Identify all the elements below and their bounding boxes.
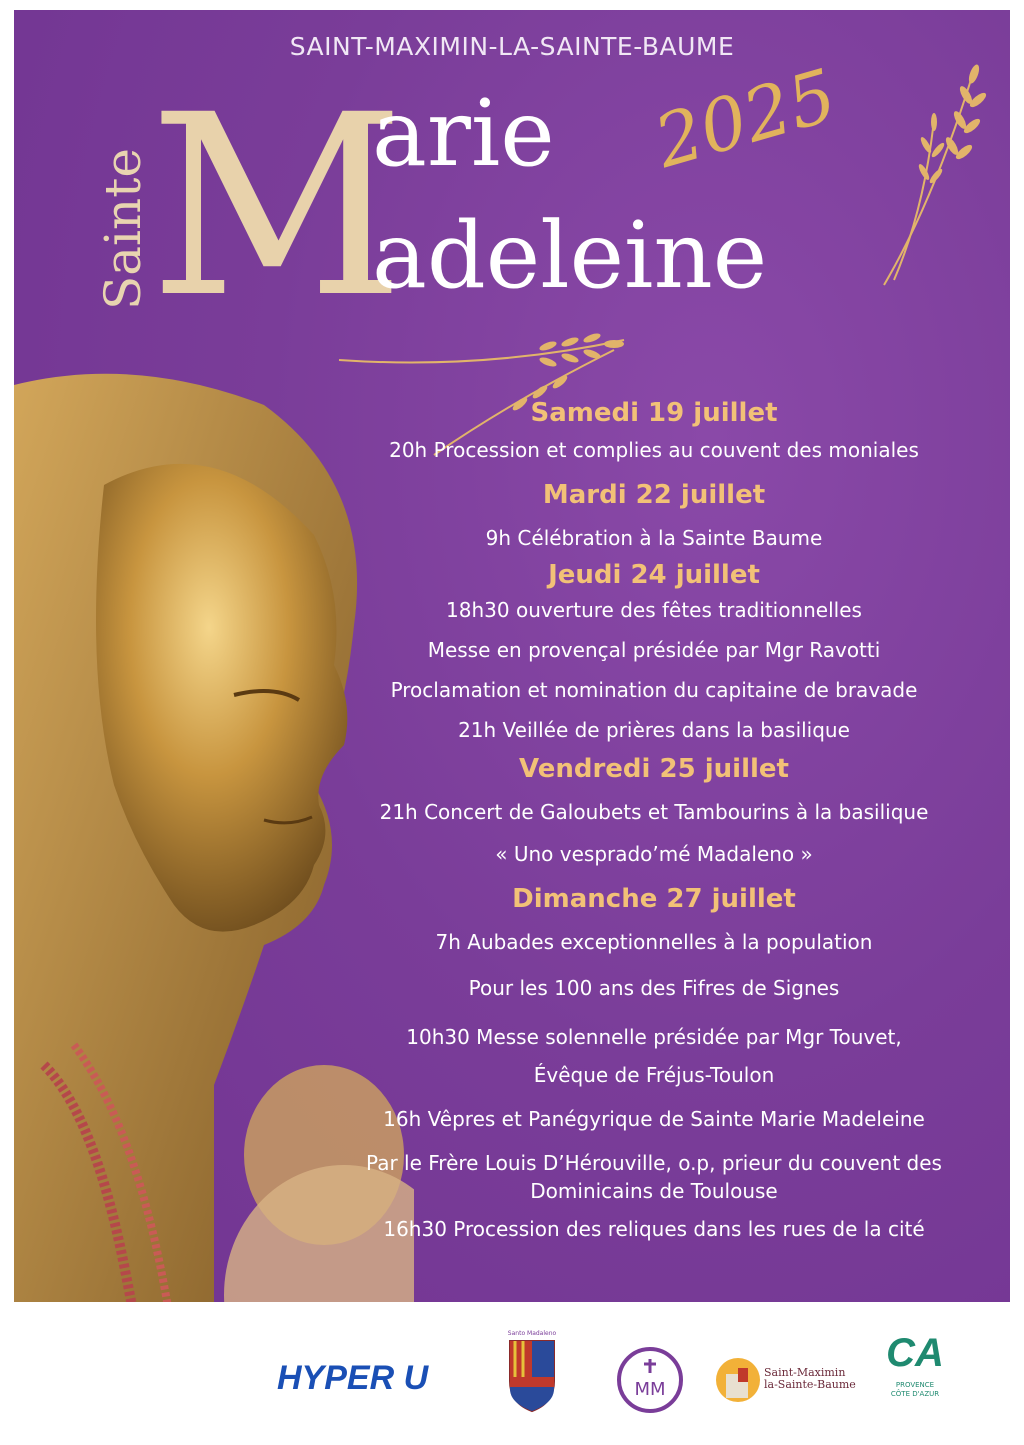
sun-icon <box>708 1350 768 1410</box>
day-heading: Mardi 22 juillet <box>542 480 766 510</box>
event-line: Évêque de Fréjus-Toulon <box>533 1063 775 1087</box>
event-line: 9h Célébration à la Sainte Baume <box>485 526 823 550</box>
poster-background <box>14 10 1010 1432</box>
event-line: « Uno vesprado’mé Madaleno » <box>495 842 813 866</box>
blason-logo: Santo Madaleno <box>507 1330 557 1420</box>
event-line: Dominicains de Toulouse <box>530 1179 778 1203</box>
event-line: 16h Vêpres et Panégyrique de Sainte Marie Madeleine <box>383 1107 925 1131</box>
title-sainte: Sainte <box>94 148 152 310</box>
wheat-icon <box>874 60 1004 290</box>
mm-logo-icon <box>615 1345 685 1415</box>
credit-agricole-logo: CA PROVENCE CÔTE D'AZUR <box>886 1331 944 1398</box>
schedule <box>294 398 1010 1241</box>
hyperu-logo: HYPER U <box>277 1359 429 1397</box>
event-line: 20h Procession et complies au couvent des moniales <box>389 438 919 462</box>
town-name: SAINT-MAXIMIN-LA-SAINTE-BAUME <box>289 32 735 61</box>
mm-logo-text: MM <box>634 1379 666 1400</box>
day-heading: Samedi 19 juillet <box>530 398 778 428</box>
title-year: 2025 <box>645 52 846 185</box>
day-heading: Jeudi 24 juillet <box>548 560 760 590</box>
title-line2: adeleine <box>372 202 768 309</box>
title-initial: M <box>149 61 405 352</box>
day-heading: Dimanche 27 juillet <box>512 884 796 914</box>
event-line: 7h Aubades exceptionnelles à la population <box>435 930 873 954</box>
event-line: 10h30 Messe solennelle présidée par Mgr Touvet, <box>406 1025 902 1049</box>
event-line: Messe en provençal présidée par Mgr Ravotti <box>427 638 881 662</box>
title-line1: arie <box>372 80 555 187</box>
event-line: 21h Veillée de prières dans la basilique <box>458 718 850 742</box>
event-line: 16h30 Procession des reliques dans les rues de la cité <box>383 1217 925 1241</box>
event-line: Par le Frère Louis D’Hérouville, o.p, prieur du couvent des <box>366 1151 942 1175</box>
event-line: Pour les 100 ans des Fifres de Signes <box>468 976 840 1000</box>
event-line: 18h30 ouverture des fêtes traditionnelles <box>446 598 862 622</box>
event-line: Proclamation et nomination du capitaine de bravade <box>390 678 918 702</box>
shield-icon <box>507 1337 557 1413</box>
day-heading: Vendredi 25 juillet <box>519 754 789 784</box>
photo-credit: ©Association Santo Madaleno <box>28 1368 194 1381</box>
town-logo: Saint-Maximin la-Sainte-Baume <box>708 1345 858 1415</box>
event-line: 21h Concert de Galoubets et Tambourins à la basilique <box>379 800 929 824</box>
